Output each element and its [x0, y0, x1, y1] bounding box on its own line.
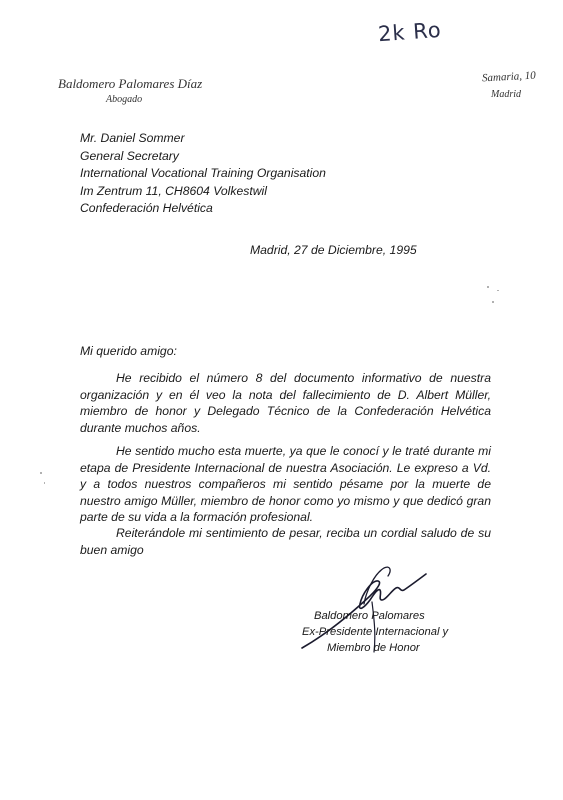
letterhead-street: Samaria, 10	[481, 69, 537, 85]
body-paragraph-2: He sentido mucho esta muerte, ya que le conocí y le traté durante mi etapa de Presidente Internacional de nuestra Asociación. Le expreso a Vd. y a todos nuestros compañeros mi sentido pésame por la muerte de nuestro amigo Müller, miembro de honor como yo mismo y que dedicó gran parte de su vida a la formación profesional.	[80, 444, 491, 524]
signature-block	[302, 608, 448, 656]
scan-speck	[487, 286, 489, 288]
scan-speck	[40, 472, 42, 474]
salutation: Mi querido amigo:	[80, 344, 177, 358]
body-paragraph-3: Reiterándole mi sentimiento de pesar, reciba un cordial saludo de su buen amigo	[80, 526, 491, 557]
signatory-role-line-2: Miembro de Honor	[327, 642, 420, 654]
recipient-address	[80, 130, 326, 218]
recipient-country: Confederación Helvética	[80, 201, 213, 215]
recipient-position: General Secretary	[80, 148, 179, 163]
recipient-organisation: International Vocational Training Organisation	[80, 166, 326, 180]
letterhead-title: Abogado	[106, 94, 143, 105]
letterhead-name: Baldomero Palomares Díaz	[58, 76, 203, 91]
handwritten-note: 2k Ro	[377, 17, 443, 47]
recipient-name: Mr. Daniel Sommer	[80, 131, 185, 145]
signatory-role-line-1: Ex-Presidente Internacional y	[302, 626, 449, 638]
letterhead-city: Madrid	[491, 89, 521, 100]
letter-date: Madrid, 27 de Diciembre, 1995	[250, 243, 417, 257]
scan-speck	[492, 301, 494, 303]
signatory-name: Baldomero Palomares	[314, 610, 425, 622]
recipient-street: Im Zentrum 11, CH8604 Volkestwil	[80, 183, 267, 198]
body-paragraph-1: He recibido el número 8 del documento informativo de nuestra organización y en él veo la nota del fallecimiento de D. Albert Müller, miembro de honor y Delegado Técnico de la Confederación Helvética durante muchos años.	[80, 371, 491, 435]
scan-speck	[44, 482, 45, 484]
scan-speck	[497, 290, 499, 291]
